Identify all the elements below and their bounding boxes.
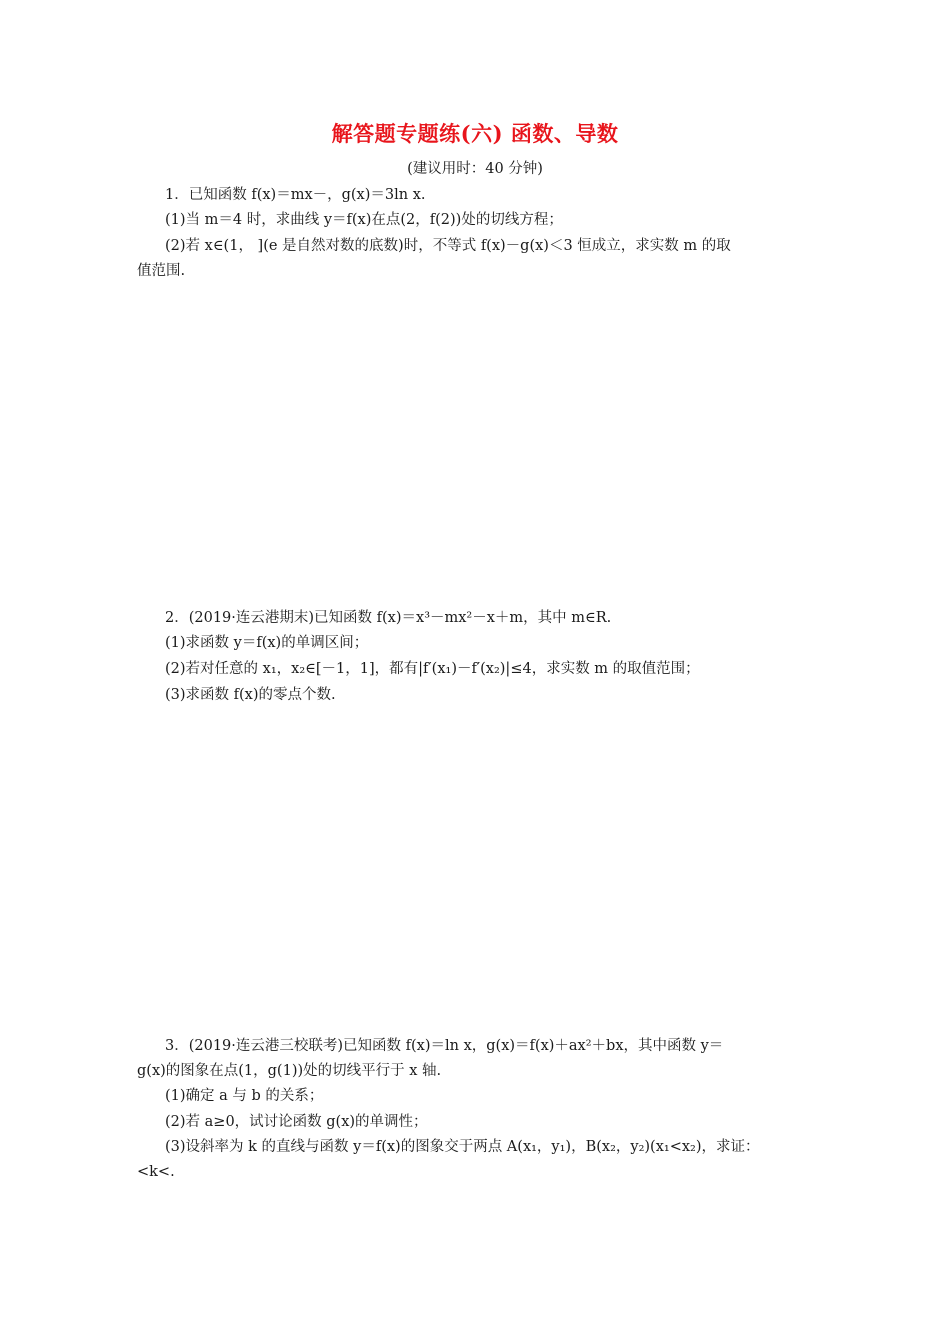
problem-2-part-3: (3)求函数 f(x)的零点个数. bbox=[165, 687, 336, 703]
suggested-time: (建议用时：40 分钟) bbox=[407, 161, 543, 177]
page-title: 解答题专题练(六) 函数、导数 bbox=[331, 121, 619, 146]
problem-1-part-2: (2)若 x∈(1， ](e 是自然对数的底数)时，不等式 f(x)－g(x)＜3 恒成立，求实数 m 的取 bbox=[165, 238, 731, 254]
problem-3-part-3-cont: <k<. bbox=[137, 1164, 175, 1180]
problem-3-part-2: (2)若 a≥0，试讨论函数 g(x)的单调性； bbox=[165, 1114, 428, 1130]
problem-1-statement: 1．已知函数 f(x)＝mx－，g(x)＝3ln x. bbox=[165, 187, 426, 203]
problem-3-statement: 3．(2019·连云港三校联考)已知函数 f(x)＝ln x，g(x)＝f(x)＋ax²＋bx，其中函数 y＝ bbox=[165, 1038, 724, 1054]
problem-2-part-2: (2)若对任意的 x₁，x₂∈[－1，1]，都有|f′(x₁)－f′(x₂)|≤4，求实数 m 的取值范围； bbox=[165, 661, 700, 677]
problem-3-part-1: (1)确定 a 与 b 的关系； bbox=[165, 1088, 324, 1104]
problem-3-part-3: (3)设斜率为 k 的直线与函数 y＝f(x)的图象交于两点 A(x₁，y₁)，B(x₂，y₂)(x₁<x₂)，求证： bbox=[165, 1139, 760, 1155]
problem-2-statement: 2．(2019·连云港期末)已知函数 f(x)＝x³－mx²－x＋m，其中 m∈R. bbox=[165, 610, 612, 626]
problem-1-part-1: (1)当 m＝4 时，求曲线 y＝f(x)在点(2，f(2))处的切线方程； bbox=[165, 212, 563, 228]
problem-3-statement-cont: g(x)的图象在点(1，g(1))处的切线平行于 x 轴. bbox=[137, 1063, 442, 1079]
problem-2-part-1: (1)求函数 y＝f(x)的单调区间； bbox=[165, 635, 369, 651]
problem-1-part-2-cont: 值范围. bbox=[137, 263, 186, 279]
